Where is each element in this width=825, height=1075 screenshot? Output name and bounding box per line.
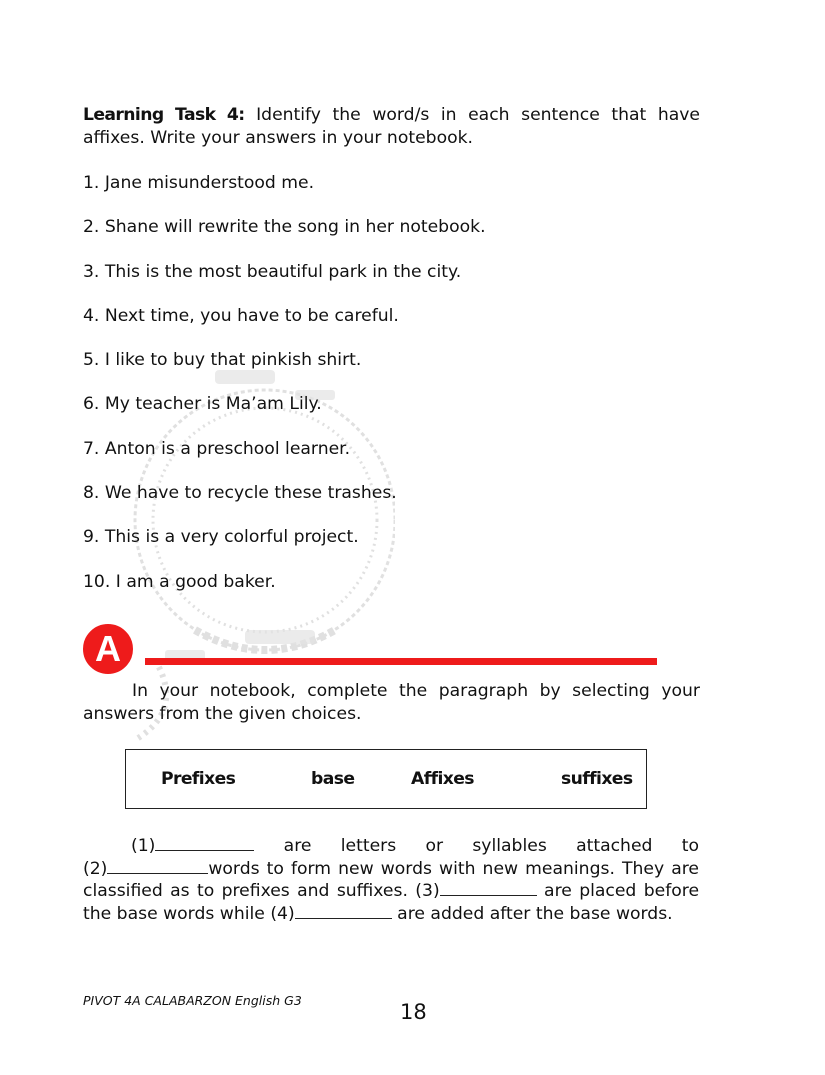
paragraph-line bbox=[83, 835, 699, 858]
paragraph-text: words to form new words with new meanings. They are bbox=[208, 858, 699, 879]
blank-3-number: (3) bbox=[415, 881, 440, 901]
task-label: Learning Task 4: bbox=[83, 105, 245, 125]
blank-1[interactable] bbox=[155, 836, 254, 851]
list-item: 8. We have to recycle these trashes. bbox=[83, 483, 397, 504]
fill-in-paragraph bbox=[83, 835, 699, 925]
paragraph-text: are letters or syllables attached to bbox=[283, 836, 699, 856]
paragraph-text: the base words while bbox=[83, 903, 265, 924]
blank-3[interactable] bbox=[440, 881, 537, 896]
choice-prefixes: Prefixes bbox=[161, 769, 236, 789]
paragraph-line bbox=[83, 858, 699, 881]
choice-affixes: Affixes bbox=[411, 769, 474, 789]
paragraph-text: are added after the base words. bbox=[397, 903, 673, 924]
list-item: 9. This is a very colorful project. bbox=[83, 527, 359, 548]
list-item: 7. Anton is a preschool learner. bbox=[83, 438, 351, 459]
section-divider bbox=[145, 658, 657, 665]
list-item: 10. I am a good baker. bbox=[83, 571, 276, 592]
list-item: 3. This is the most beautiful park in the city. bbox=[83, 261, 462, 282]
blank-4[interactable] bbox=[295, 904, 392, 919]
list-item: 1. Jane misunderstood me. bbox=[83, 173, 315, 193]
task-text: Identify the word/s in each sentence that have affixes. Write your answers in your notebook. bbox=[83, 105, 700, 148]
blank-4-number: (4) bbox=[270, 903, 295, 924]
choices-box bbox=[125, 749, 647, 809]
paragraph-line bbox=[83, 880, 699, 903]
list-item: 2. Shane will rewrite the song in her notebook. bbox=[83, 217, 486, 238]
blank-2[interactable] bbox=[107, 859, 208, 874]
section-instruction: In your notebook, complete the paragraph by selecting your answers from the given choices. bbox=[83, 681, 700, 724]
paragraph-text: classified as to prefixes and suffixes. bbox=[83, 881, 408, 901]
list-item: 6. My teacher is Ma’am Lily. bbox=[83, 394, 322, 415]
page-number: 18 bbox=[400, 1000, 427, 1024]
choice-base: base bbox=[311, 769, 355, 789]
list-item: 5. I like to buy that pinkish shirt. bbox=[83, 350, 362, 371]
paragraph-text: are placed before bbox=[544, 881, 700, 901]
blank-2-number: (2) bbox=[83, 858, 108, 879]
choice-suffixes: suffixes bbox=[561, 769, 633, 789]
sentence-list bbox=[83, 172, 703, 615]
blank-1-number: (1) bbox=[131, 836, 156, 856]
section-letter: A bbox=[95, 628, 121, 669]
task-heading bbox=[83, 104, 700, 150]
paragraph-line bbox=[83, 903, 699, 926]
list-item: 4. Next time, you have to be careful. bbox=[83, 305, 399, 326]
footer-title: PIVOT 4A CALABARZON English G3 bbox=[83, 993, 302, 1008]
